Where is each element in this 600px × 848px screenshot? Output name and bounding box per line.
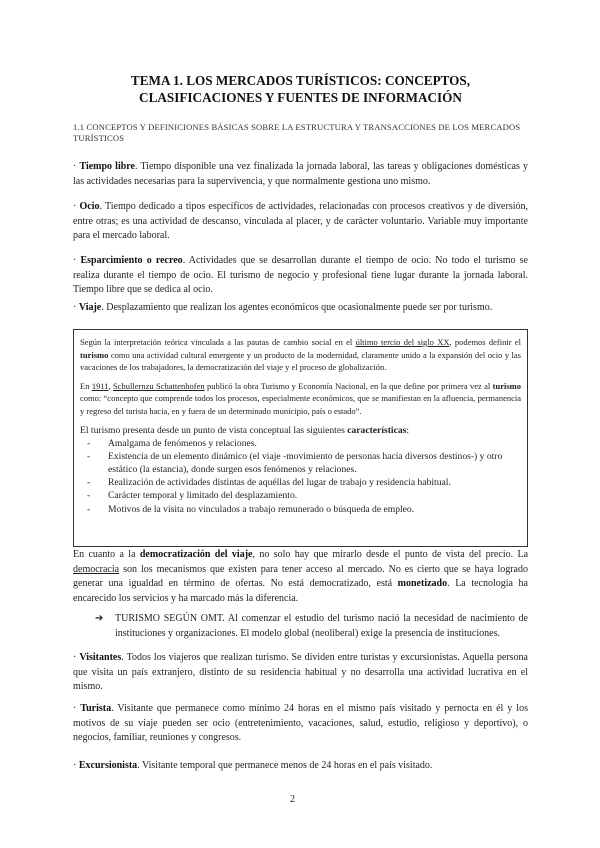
box-paragraph-interpretation: Según la interpretación teórica vinculada a las pautas de cambio social en el último tercio del siglo XX, podemos definir el turismo como una actividad cultural emergente y un producto de la modernidad, claramente unido a la expansión del ocio y las vacaciones de los trabajadores, la democratización del viaje y el proceso de globalización. (80, 337, 521, 373)
definition-viaje: · Viaje. Desplazamiento que realizan los agentes económicos que ocasionalmente puede ser por turismo. (73, 302, 493, 313)
list-item: - Existencia de un elemento dinámico (el viaje -movimiento de personas hacia diversos destinos-) y otro estático (la estancia), donde surgen esos fenómenos y relaciones. (87, 450, 503, 475)
definition-esparcimiento: · Esparcimiento o recreo. Actividades que se desarrollan durante el tiempo de ocio. No todo el turismo se realiza durante el tiempo de ocio. El turismo de negocio y profesional tiene lugar durante la jornada laboral. Tiempo libre que se dedica al ocio. (73, 255, 529, 295)
characteristics-list (80, 437, 521, 516)
term: Viaje (78, 302, 102, 313)
term: Esparcimiento o recreo (80, 255, 183, 266)
definition-tiempo-libre: · Tiempo libre. Tiempo disponible una vez finalizada la jornada laboral, las tareas y obligaciones domésticas y las actividades necesarias para la supervivencia, y que normalmente gestiona uno mismo. (73, 161, 528, 187)
list-item: - Carácter temporal y limitado del desplazamiento. (87, 490, 298, 502)
tourism-definition-box (73, 329, 528, 547)
year: 1911 (91, 380, 109, 391)
omt-text: TURISMO SEGÚN OMT. Al comenzar el estudio del turismo nació la necesidad de nacimiento de instituciones y organizaciones. El modelo global (neoliberal) exige la presencia de instituciones. (115, 613, 528, 639)
arrow-icon: ➔ (95, 613, 104, 624)
page-title: TEMA 1. LOS MERCADOS TURÍSTICOS: CONCEPTOS, CLASIFICACIONES Y FUENTES DE INFORMACIÓN (130, 73, 471, 105)
page-number: 2 (290, 794, 295, 805)
term: Tiempo libre (79, 161, 135, 172)
definition-ocio: · Ocio. Tiempo dedicado a tipos específicos de actividades, relacionadas con procesos creativos y de diversión, entre otras; es una actividad de descanso, vinculada al placer, y de carácter voluntario. Variable muy importante para el mercado laboral. (73, 201, 528, 241)
box-paragraph-1911: En 1911, Schullernzu Schattenhofen publicó la obra Turismo y Economía Nacional, en la que define por primera vez al turismo como: “concepto que comprende todos los procesos, especialmente económicos, que se manifiestan en la afluencia, permanencia y regreso del turista hacia, en y fuera de un determinado municipio, país o estado”. (80, 380, 521, 416)
definition-excursionista: · Excursionista. Visitante temporal que permanece menos de 24 horas en el país visitado. (73, 760, 433, 771)
list-item: - Amalgama de fenómenos y relaciones. (87, 437, 257, 449)
characteristics-intro: El turismo presenta desde un punto de vista conceptual las siguientes características: (80, 424, 410, 436)
definition-turista: · Turista. Visitante que permanece como mínimo 24 horas en el mismo país visitado y pernocta en él y los motivos de su viaje pueden ser ocio (entretenimiento, vacaciones, salud, estudio, religioso y deportivo), o negocios, familiar, reuniones y congresos. (73, 703, 528, 743)
democratization-paragraph: En cuanto a la democratización del viaje, no solo hay que mirarlo desde el punto de vista del precio. La democracia son los mecanismos que existen para tener acceso al mercado. No es cierto que se haya logrado generar una igualdad en término de ofertas. No está democratizado, está monetizado. La tecnología ha encarecido los servicios y ha marcado más la diferencia. (73, 549, 529, 604)
section-heading: 1.1 CONCEPTOS Y DEFINICIONES BÁSICAS SOBRE LA ESTRUCTURA Y TRANSACCIONES DE LOS MERCADOS TURÍSTICOS (73, 122, 521, 143)
author: Schullernzu Schattenhofen (113, 380, 205, 391)
underlined-word: democracia (73, 563, 120, 575)
term: Ocio (79, 201, 100, 212)
list-item: - Motivos de la visita no vinculados a trabajo remunerado o búsqueda de empleo. (87, 503, 415, 515)
list-item: - Realización de actividades distintas de aquéllas del lugar de trabajo y residencia habitual. (87, 477, 451, 489)
definition-visitantes: · Visitantes. Todos los viajeros que realizan turismo. Se dividen entre turistas y excursionistas. Aquella persona que visita un país extranjero, distinto de su residencia habitual y no desarrolla una actividad lucrativa en el mismo. (73, 652, 528, 692)
underlined-phrase: último tercio del siglo XX (355, 337, 450, 347)
